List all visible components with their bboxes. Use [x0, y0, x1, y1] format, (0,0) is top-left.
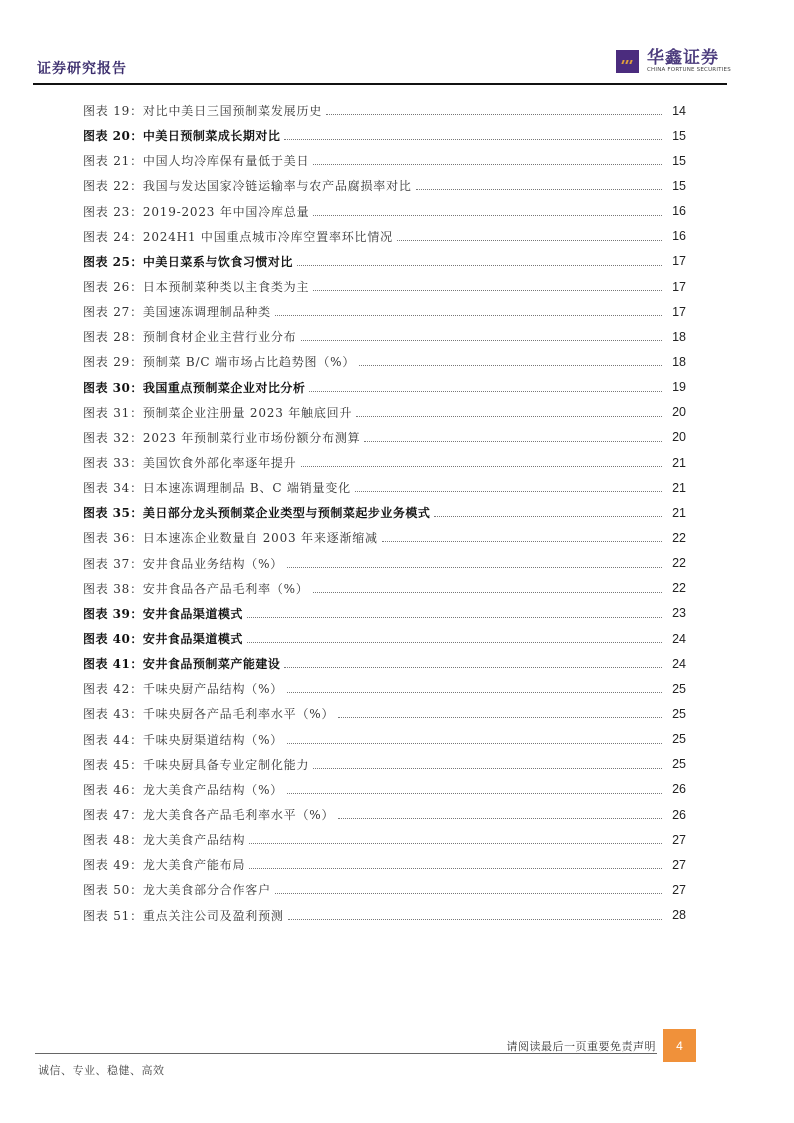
toc-entry[interactable]	[83, 903, 686, 928]
toc-entry-label[interactable]: 图表 30：我国重点预制菜企业对比分析	[83, 380, 306, 395]
dot-leader	[275, 303, 662, 316]
toc-entry-page[interactable]: 17	[672, 254, 686, 269]
dot-leader	[356, 404, 662, 417]
toc-entry-label[interactable]: 图表 31：预制菜企业注册量 2023 年触底回升	[83, 405, 353, 420]
toc-entry-label[interactable]: 图表 19：对比中美日三国预制菜发展历史	[83, 104, 323, 119]
toc-entry-label[interactable]: 图表 23：2019-2023 年中国冷库总量	[83, 204, 310, 219]
dot-leader	[364, 429, 662, 442]
toc-entry-page[interactable]: 22	[672, 530, 686, 545]
toc-entry[interactable]	[83, 626, 686, 651]
logo-name-cn: 华鑫证券	[647, 48, 719, 68]
toc-entry-label[interactable]: 图表 29：预制菜 B/C 端市场占比趋势图（%）	[83, 355, 356, 370]
dot-leader	[397, 228, 662, 241]
toc-entry-label[interactable]: 图表 27：美国速冻调理制品种类	[83, 305, 271, 320]
toc-entry[interactable]	[83, 852, 686, 877]
logo-name-en: CHINA FORTUNE SECURITIES	[647, 67, 731, 73]
toc-entry[interactable]	[83, 123, 686, 148]
toc-entry-page[interactable]: 26	[672, 807, 686, 822]
table-of-figures	[83, 98, 686, 928]
toc-entry[interactable]	[83, 827, 686, 852]
toc-entry[interactable]	[83, 375, 686, 400]
toc-entry[interactable]	[83, 299, 686, 324]
toc-entry-page[interactable]: 20	[672, 430, 686, 445]
toc-entry[interactable]	[83, 802, 686, 827]
toc-entry[interactable]	[83, 551, 686, 576]
footer-divider	[35, 1053, 657, 1054]
dot-leader	[288, 907, 662, 920]
toc-entry-label[interactable]: 图表 42：千味央厨产品结构（%）	[83, 682, 284, 697]
toc-entry-page[interactable]: 27	[672, 832, 686, 847]
dot-leader	[309, 379, 662, 392]
dot-leader	[382, 529, 662, 542]
toc-entry-page[interactable]: 15	[672, 153, 686, 168]
toc-entry[interactable]	[83, 525, 686, 550]
toc-entry-page[interactable]: 27	[672, 882, 686, 897]
toc-entry-page[interactable]: 18	[672, 354, 686, 369]
toc-entry-page[interactable]: 14	[672, 103, 686, 118]
toc-entry[interactable]	[83, 576, 686, 601]
toc-entry-page[interactable]: 15	[672, 178, 686, 193]
dot-leader	[313, 278, 662, 291]
toc-entry[interactable]	[83, 199, 686, 224]
company-logo	[616, 49, 731, 74]
toc-entry-page[interactable]: 22	[672, 556, 686, 571]
dot-leader	[355, 479, 662, 492]
toc-entry[interactable]	[83, 601, 686, 626]
toc-entry-page[interactable]: 25	[672, 706, 686, 721]
dot-leader	[297, 253, 662, 266]
toc-entry-label[interactable]: 图表 49：龙大美食产能布局	[83, 858, 246, 873]
toc-entry[interactable]	[83, 349, 686, 374]
toc-entry[interactable]	[83, 98, 686, 123]
toc-entry-label[interactable]: 图表 50：龙大美食部分合作客户	[83, 883, 271, 898]
toc-entry-page[interactable]: 25	[672, 757, 686, 772]
toc-entry[interactable]	[83, 274, 686, 299]
dot-leader	[313, 203, 662, 216]
toc-entry-label[interactable]: 图表 20：中美日预制菜成长期对比	[83, 129, 281, 144]
toc-entry[interactable]	[83, 500, 686, 525]
dot-leader	[434, 504, 662, 517]
toc-entry-label[interactable]: 图表 38：安井食品各产品毛利率（%）	[83, 581, 309, 596]
toc-entry[interactable]	[83, 173, 686, 198]
toc-entry-label[interactable]: 图表 32：2023 年预制菜行业市场份额分布测算	[83, 430, 361, 445]
toc-entry-page[interactable]: 17	[672, 279, 686, 294]
toc-entry-label[interactable]: 图表 51：重点关注公司及盈利预测	[83, 908, 284, 923]
toc-entry-label[interactable]: 图表 21：中国人均冷库保有量低于美日	[83, 154, 310, 169]
toc-entry-label[interactable]: 图表 34：日本速冻调理制品 B、C 端销量变化	[83, 481, 351, 496]
dot-leader	[287, 781, 662, 794]
toc-entry-label[interactable]: 图表 47：龙大美食各产品毛利率水平（%）	[83, 808, 335, 822]
dot-leader	[326, 102, 662, 115]
page-number-badge: 4	[663, 1029, 696, 1062]
dot-leader	[338, 806, 662, 819]
toc-entry-label[interactable]: 图表 45：千味央厨具备专业定制化能力	[83, 757, 310, 772]
toc-entry-page[interactable]: 28	[672, 908, 686, 923]
toc-entry-page[interactable]: 24	[672, 656, 686, 671]
toc-entry[interactable]	[83, 450, 686, 475]
dot-leader	[301, 454, 663, 467]
toc-entry-label[interactable]: 图表 36：日本速冻企业数量自 2003 年来逐渐缩减	[83, 531, 378, 546]
toc-entry-label[interactable]: 图表 48：龙大美食产品结构	[83, 833, 246, 848]
toc-entry[interactable]	[83, 148, 686, 173]
dot-leader	[284, 655, 662, 668]
toc-entry-page[interactable]: 16	[672, 204, 686, 219]
huaxin-logo-icon	[616, 50, 639, 73]
toc-entry-page[interactable]: 23	[672, 606, 686, 621]
toc-entry-label[interactable]: 图表 37：安井食品业务结构（%）	[83, 556, 284, 571]
toc-entry-page[interactable]: 16	[672, 229, 686, 244]
toc-entry[interactable]	[83, 701, 686, 726]
toc-entry-page[interactable]: 26	[672, 782, 686, 797]
toc-entry-page[interactable]: 21	[672, 505, 686, 520]
toc-entry[interactable]	[83, 324, 686, 349]
toc-entry-label[interactable]: 图表 35：美日部分龙头预制菜企业类型与预制菜起步业务模式	[83, 506, 431, 521]
toc-entry-label[interactable]: 图表 25：中美日菜系与饮食习惯对比	[83, 254, 293, 269]
toc-entry-label[interactable]: 图表 26：日本预制菜种类以主食类为主	[83, 280, 310, 295]
dot-leader	[416, 177, 662, 190]
toc-entry-page[interactable]: 22	[672, 581, 686, 596]
toc-entry-page[interactable]: 27	[672, 857, 686, 872]
dot-leader	[301, 328, 663, 341]
toc-entry-page[interactable]: 19	[672, 380, 686, 395]
dot-leader	[249, 856, 662, 869]
dot-leader	[313, 580, 662, 593]
report-type-title: 证券研究报告	[37, 61, 127, 77]
dot-leader	[338, 705, 662, 718]
toc-entry-label[interactable]: 图表 28：预制食材企业主营行业分布	[83, 330, 297, 345]
toc-entry-page[interactable]: 25	[672, 732, 686, 747]
toc-entry[interactable]	[83, 752, 686, 777]
toc-entry[interactable]	[83, 400, 686, 425]
dot-leader	[287, 555, 662, 568]
toc-entry-page[interactable]: 21	[672, 480, 686, 495]
toc-entry-label[interactable]: 图表 40：安井食品渠道模式	[83, 632, 243, 647]
dot-leader	[249, 831, 662, 844]
header-divider	[33, 83, 727, 85]
toc-entry[interactable]	[83, 877, 686, 902]
dot-leader	[275, 881, 662, 894]
toc-entry[interactable]	[83, 651, 686, 676]
dot-leader	[284, 127, 662, 140]
toc-entry[interactable]	[83, 224, 686, 249]
toc-entry-label[interactable]: 图表 33：美国饮食外部化率逐年提升	[83, 456, 297, 471]
toc-entry[interactable]	[83, 777, 686, 802]
toc-entry-label[interactable]: 图表 39：安井食品渠道模式	[83, 606, 243, 621]
toc-entry-label[interactable]: 图表 24：2024H1 中国重点城市冷库空置率环比情况	[83, 229, 393, 244]
toc-entry-page[interactable]: 15	[672, 128, 686, 143]
toc-entry-page[interactable]: 21	[672, 455, 686, 470]
toc-entry-page[interactable]: 17	[672, 304, 686, 319]
disclaimer-note: 请阅读最后一页重要免责声明	[506, 1040, 656, 1053]
dot-leader	[247, 605, 662, 618]
dot-leader	[287, 680, 662, 693]
toc-entry-page[interactable]: 18	[672, 329, 686, 344]
company-motto: 诚信、专业、稳健、高效	[38, 1064, 165, 1077]
toc-entry[interactable]	[83, 475, 686, 500]
dot-leader	[313, 756, 662, 769]
toc-entry-label[interactable]: 图表 41：安井食品预制菜产能建设	[83, 657, 281, 672]
dot-leader	[287, 731, 662, 744]
dot-leader	[313, 152, 662, 165]
toc-entry[interactable]	[83, 249, 686, 274]
toc-entry-label[interactable]: 图表 46：龙大美食产品结构（%）	[83, 782, 284, 797]
toc-entry-page[interactable]: 20	[672, 405, 686, 420]
dot-leader	[359, 353, 662, 366]
toc-entry-page[interactable]: 24	[672, 631, 686, 646]
toc-entry-label[interactable]: 图表 22：我国与发达国家冷链运输率与农产品腐损率对比	[83, 179, 412, 194]
toc-entry[interactable]	[83, 676, 686, 701]
toc-entry-label[interactable]: 图表 44：千味央厨渠道结构（%）	[83, 732, 284, 747]
dot-leader	[247, 630, 662, 643]
toc-entry-page[interactable]: 25	[672, 681, 686, 696]
toc-entry[interactable]	[83, 727, 686, 752]
toc-entry[interactable]	[83, 425, 686, 450]
toc-entry-label[interactable]: 图表 43：千味央厨各产品毛利率水平（%）	[83, 707, 335, 722]
